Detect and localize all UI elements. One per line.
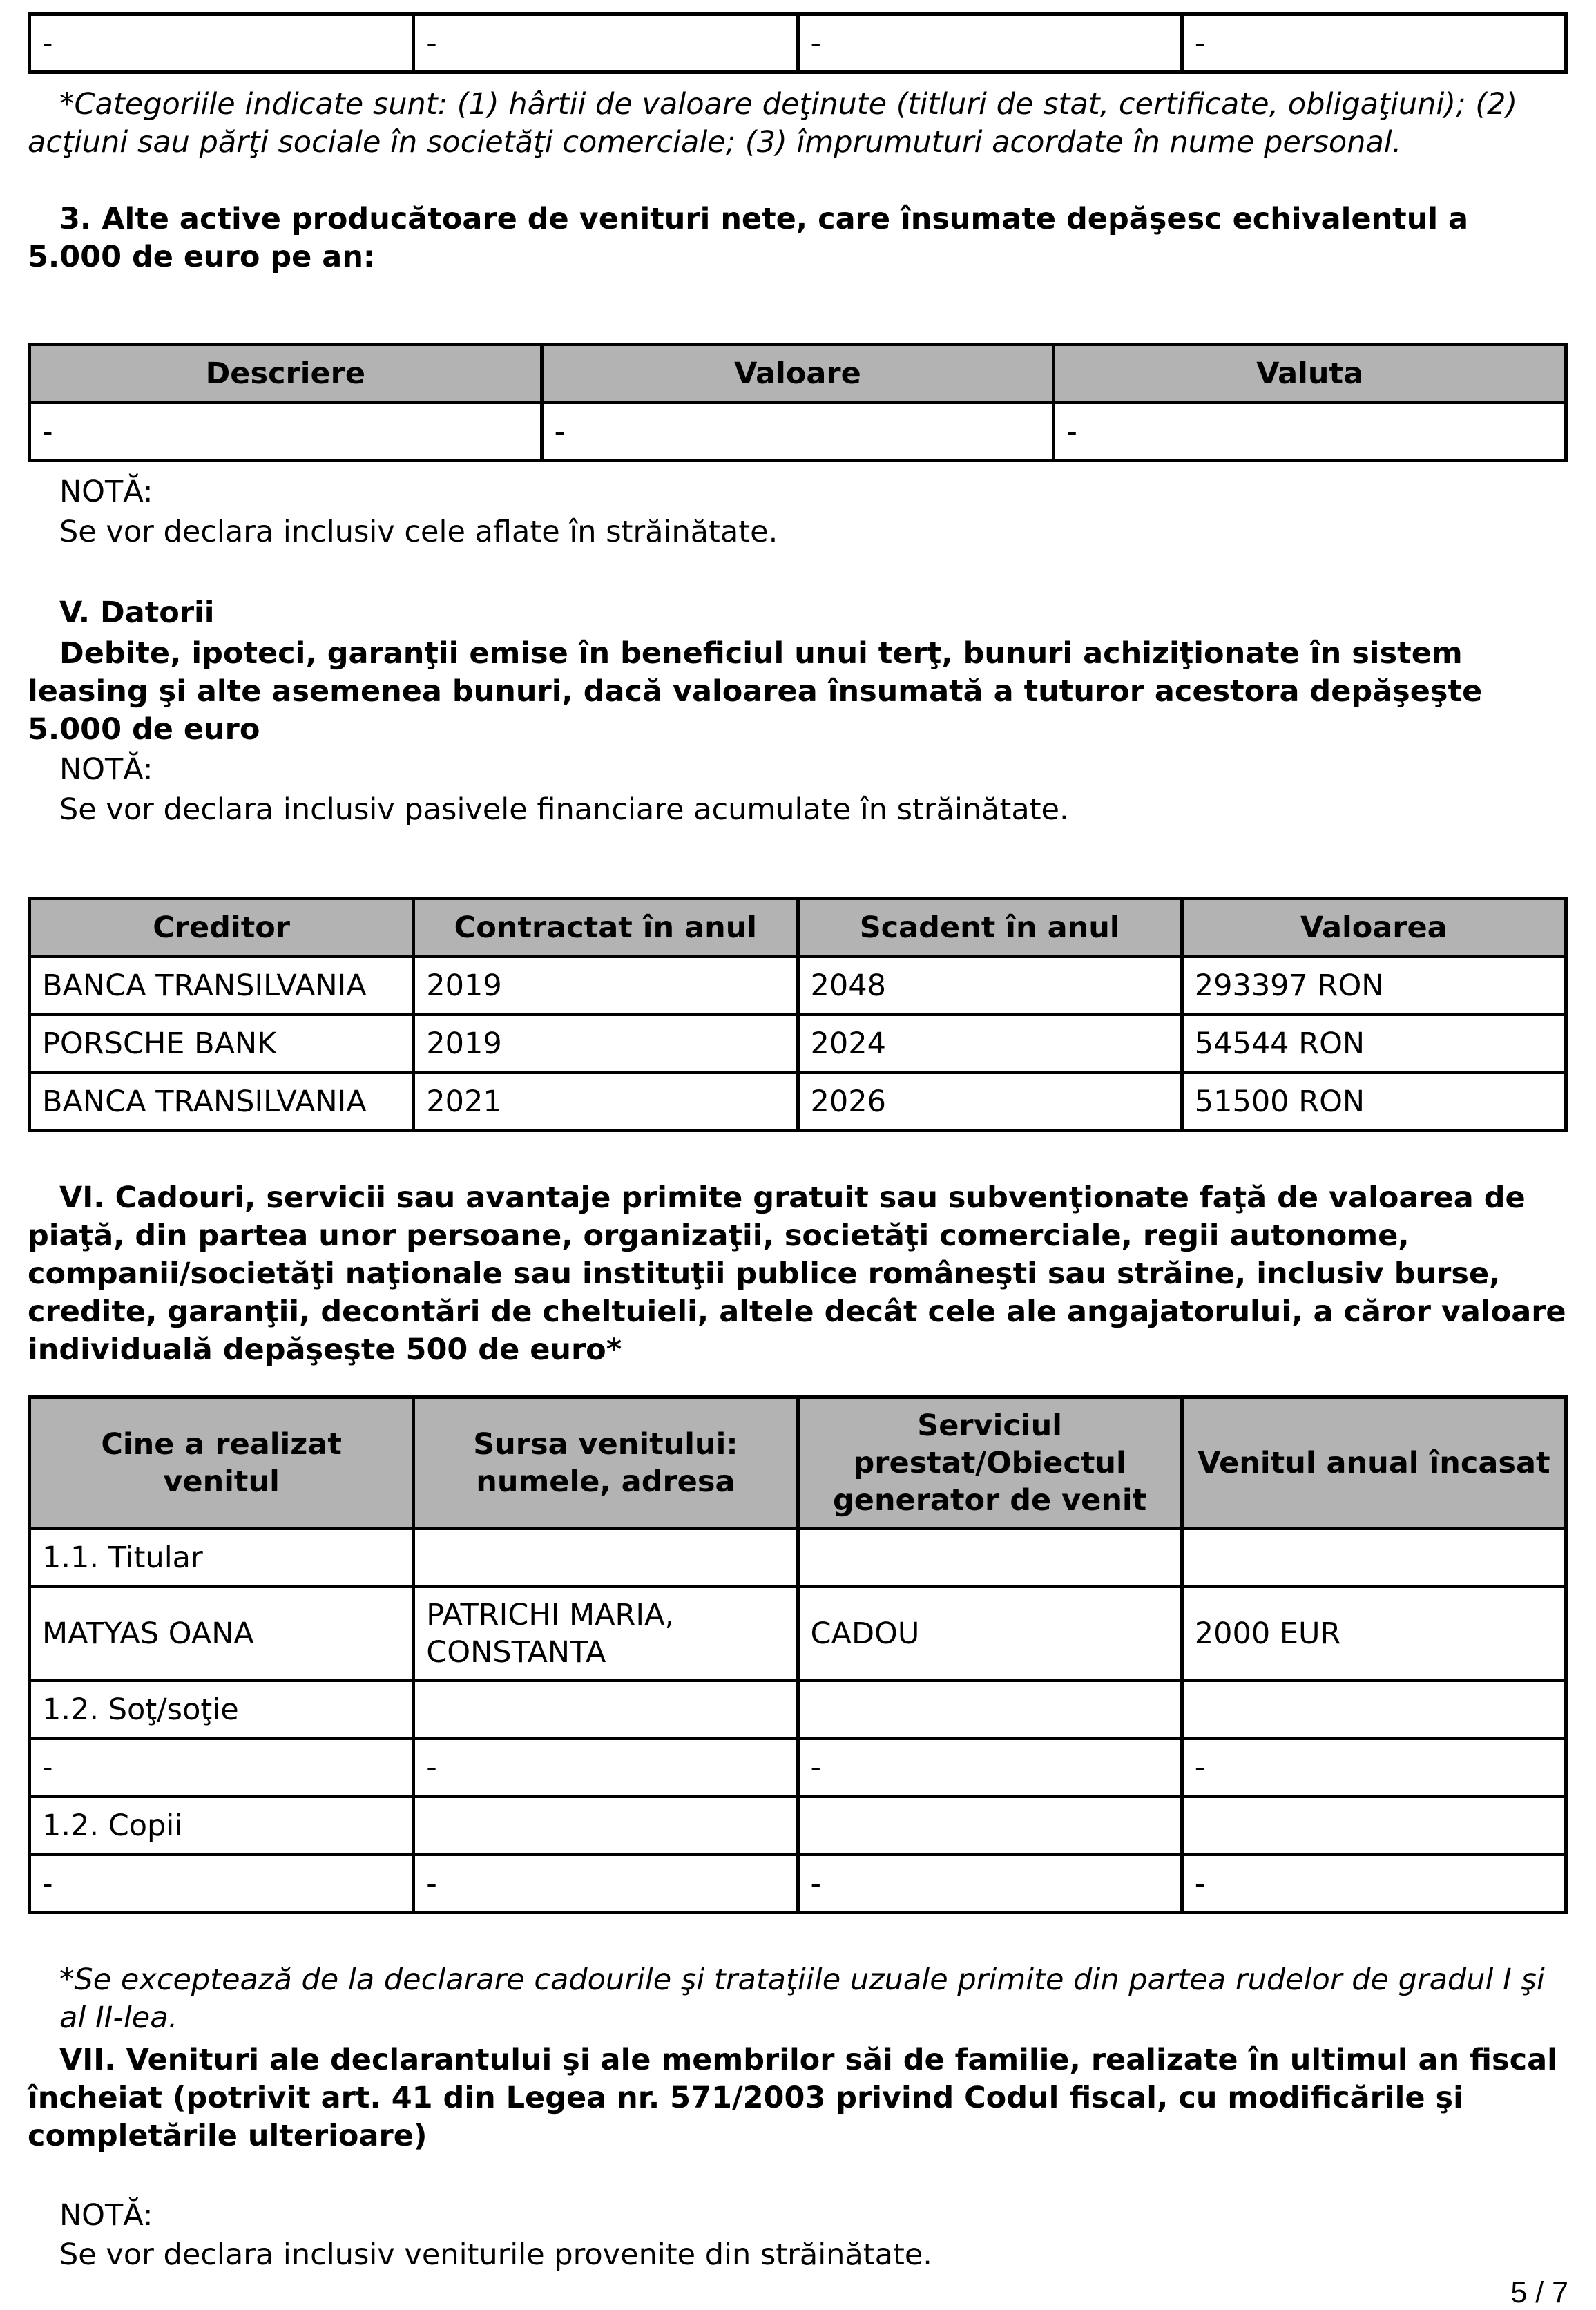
table-cell: -: [798, 1855, 1182, 1913]
column-header: Sursa venitului: numele, adresa: [414, 1397, 798, 1529]
table-row: [30, 403, 1566, 461]
table-cell: 54544 RON: [1182, 1015, 1566, 1073]
table-cell: 1.2. Soţ/soţie: [30, 1681, 414, 1739]
column-header: Contractat în anul: [414, 899, 798, 957]
nota-text: Se vor declara inclusiv veniturile provenite din străinătate.: [59, 2237, 932, 2272]
column-header: Scadent în anul: [798, 899, 1182, 957]
table-cell: 293397 RON: [1182, 957, 1566, 1015]
column-header: Serviciul prestat/Obiectul generator de venit: [798, 1397, 1182, 1529]
table-cell: 2026: [798, 1073, 1182, 1131]
column-header: Valoarea: [1182, 899, 1566, 957]
table-cell: [798, 1529, 1182, 1587]
table-cell: 2021: [414, 1073, 798, 1131]
table-cell: 2000 EUR: [1182, 1587, 1566, 1681]
table-row: [30, 1529, 1566, 1587]
table-cell: 2048: [798, 957, 1182, 1015]
table-cell: -: [30, 1739, 414, 1797]
nota-label: NOTĂ:: [59, 2198, 153, 2233]
table-cell: [798, 1681, 1182, 1739]
table-cell: BANCA TRANSILVANIA: [30, 1073, 414, 1131]
table-cell: 1.2. Copii: [30, 1797, 414, 1855]
table-cell: PATRICHI MARIA, CONSTANTA: [414, 1587, 798, 1681]
table-cell: -: [798, 1739, 1182, 1797]
table-cell: -: [1182, 1855, 1566, 1913]
nota-label: NOTĂ:: [59, 752, 153, 787]
table-row: [30, 1015, 1566, 1073]
table-row: [30, 1073, 1566, 1131]
column-header: Descriere: [30, 345, 542, 403]
section3-title: 3. Alte active producătoare de venituri nete, care însumate depăşesc echivalentul a 5.000 de euro pe an:: [28, 202, 1469, 274]
table-cell: -: [414, 1739, 798, 1797]
table-cell: PORSCHE BANK: [30, 1015, 414, 1073]
column-header: Cine a realizat venitul: [30, 1397, 414, 1529]
table-row: [30, 15, 1566, 73]
table-row: [30, 1739, 1566, 1797]
table-cell: -: [1182, 1739, 1566, 1797]
table-cell: 2019: [414, 957, 798, 1015]
table-cell: [1182, 1681, 1566, 1739]
table-cell: -: [1182, 15, 1566, 73]
table-cell: 2019: [414, 1015, 798, 1073]
nota-text: Se vor declara inclusiv pasivele financiare acumulate în străinătate.: [59, 792, 1069, 827]
table-cell: CADOU: [798, 1587, 1182, 1681]
column-header: Valuta: [1054, 345, 1566, 403]
table-header-row: [30, 1397, 1566, 1529]
column-header: Valoare: [541, 345, 1054, 403]
table-row: [30, 1681, 1566, 1739]
section5-title: V. Datorii: [59, 595, 215, 630]
table-cell: 51500 RON: [1182, 1073, 1566, 1131]
section6-title: VI. Cadouri, servicii sau avantaje primite gratuit sau subvenţionate faţă de valoarea de piaţă, din partea unor persoane, organizaţii, societăţi comerciale, regii autonome, companii/societăţi naţionale sau instituţii publice româneşti sau străine, inclusiv burse, credite, garanţii, decontări de cheltuieli, altele decât cele ale angajatorului, a căror valoare individuală depăşeşte 500 de euro*: [28, 1181, 1566, 1367]
table-cell: -: [414, 15, 798, 73]
table-cell: [414, 1681, 798, 1739]
table-cell: -: [414, 1855, 798, 1913]
categories-note: *Categoriile indicate sunt: (1) hârtii de valoare deţinute (titluri de stat, certificate, obligaţiuni); (2) acţiuni sau părţi sociale în societăţi comerciale; (3) împrumuturi acordate în nume personal.: [28, 87, 1518, 160]
section5-subtitle: Debite, ipoteci, garanţii emise în beneficiul unui terţ, bunuri achiziţionate în sistem leasing şi alte asemenea bunuri, dacă valoarea însumată a tuturor acestora depăşeşte 5.000 de euro: [28, 636, 1483, 747]
table-cell: 2024: [798, 1015, 1182, 1073]
table-cell: -: [30, 403, 542, 461]
gifts-footnote: *Se exceptează de la declarare cadourile şi trataţiile uzuale primite din partea rudelor de gradul I şi al II-lea.: [59, 1963, 1545, 2035]
table-cell: -: [798, 15, 1182, 73]
table-cell: [414, 1529, 798, 1587]
table-cell: MATYAS OANA: [30, 1587, 414, 1681]
table-row: [30, 957, 1566, 1015]
table-cell: [414, 1797, 798, 1855]
column-header: Creditor: [30, 899, 414, 957]
table-cell: -: [1054, 403, 1566, 461]
table-cell: 1.1. Titular: [30, 1529, 414, 1587]
nota-text: Se vor declara inclusiv cele aflate în străinătate.: [59, 515, 778, 549]
table-cell: [798, 1797, 1182, 1855]
table-row: [30, 1797, 1566, 1855]
nota-label: NOTĂ:: [59, 475, 153, 509]
table-cell: -: [541, 403, 1054, 461]
table-row: [30, 1855, 1566, 1913]
top-table: [28, 12, 1568, 74]
other-assets-table: [28, 343, 1568, 462]
table-row: [30, 1587, 1566, 1681]
table-header-row: [30, 899, 1566, 957]
table-cell: -: [30, 15, 414, 73]
debts-table: [28, 897, 1568, 1132]
column-header: Venitul anual încasat: [1182, 1397, 1566, 1529]
table-cell: -: [30, 1855, 414, 1913]
page-number: 5 / 7: [1510, 2276, 1568, 2309]
table-cell: [1182, 1797, 1566, 1855]
table-cell: BANCA TRANSILVANIA: [30, 957, 414, 1015]
table-cell: [1182, 1529, 1566, 1587]
table-header-row: [30, 345, 1566, 403]
section7-title: VII. Venituri ale declarantului şi ale membrilor săi de familie, realizate în ultimul an fiscal încheiat (potrivit art. 41 din Legea nr. 571/2003 privind Codul fiscal, cu modificările şi completările ulterioare): [28, 2043, 1557, 2153]
gifts-table: [28, 1395, 1568, 1914]
